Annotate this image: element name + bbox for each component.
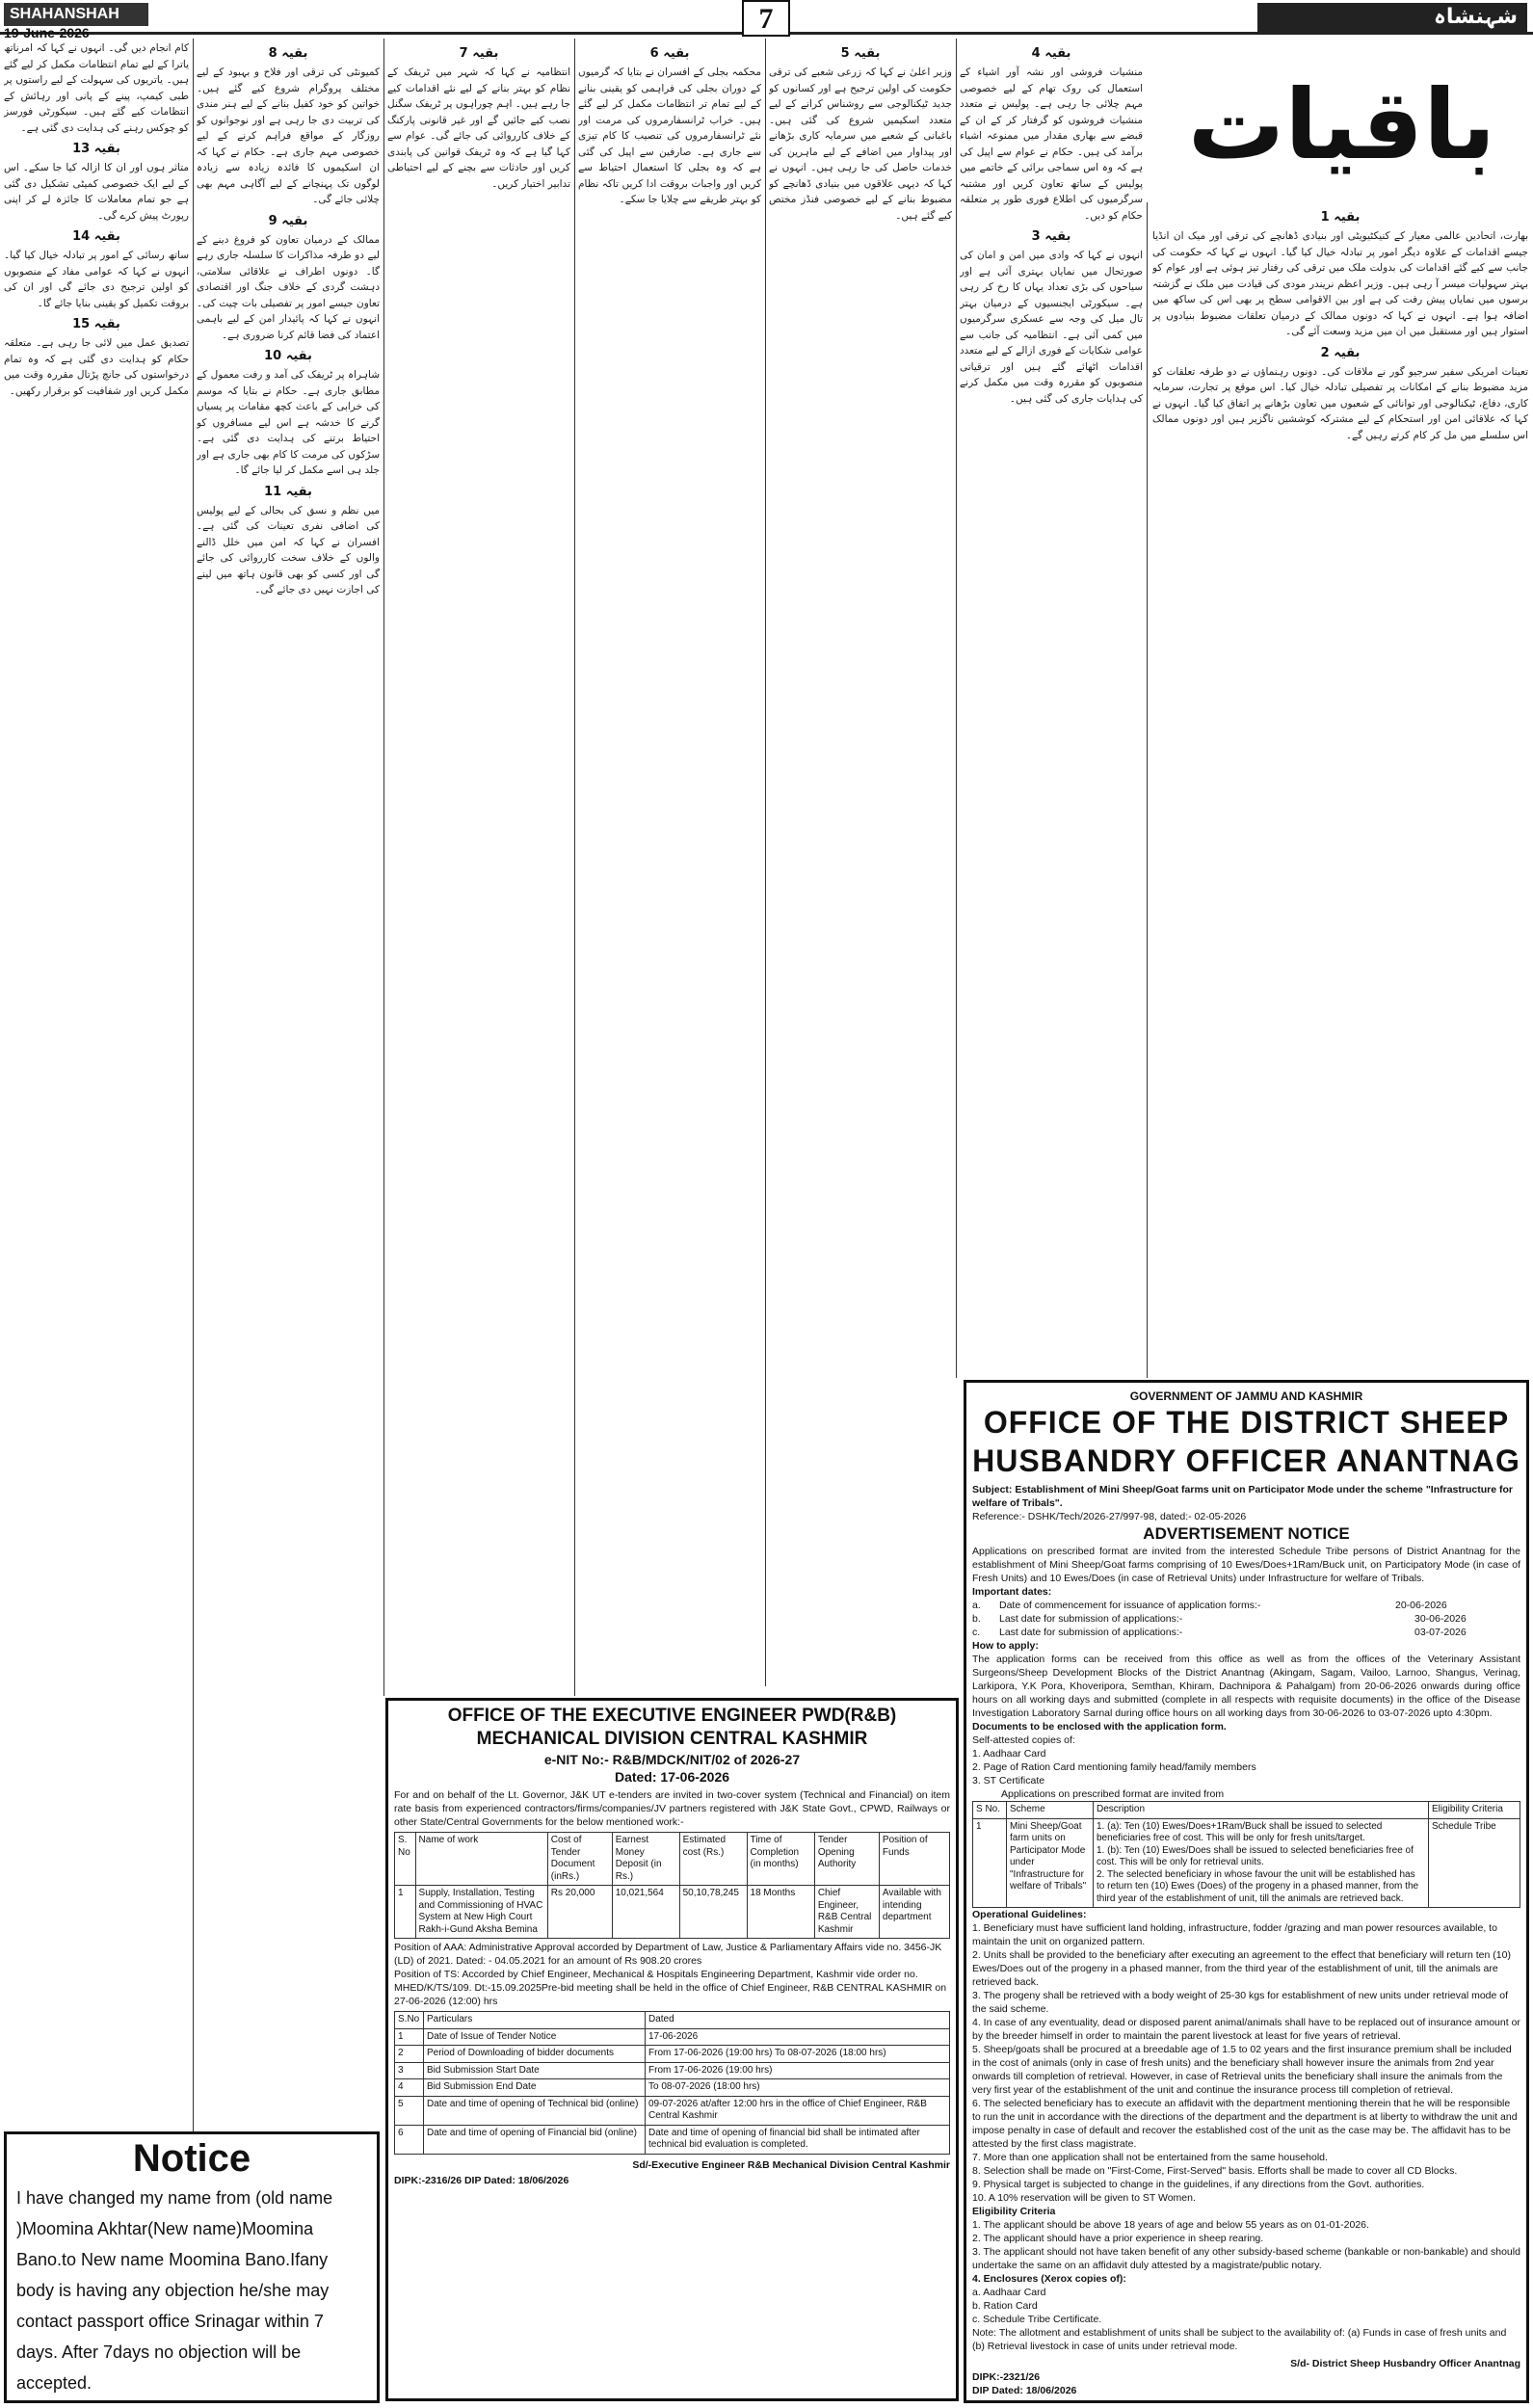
enclosure-item: b. Ration Card [972, 2300, 1038, 2312]
header-cell: Eligibility Criteria [1429, 1802, 1520, 1819]
eligibility-item: 2. The applicant should have a prior experience in sheep rearing. [972, 2233, 1264, 2244]
article-heading: بقیہ 3 [1031, 229, 1071, 244]
date-index: c. [972, 1627, 981, 1638]
table-cell: Bid Submission End Date [424, 2079, 646, 2097]
table-row [395, 2046, 950, 2063]
date-item [972, 1612, 1520, 1626]
article-text: کمیونٹی کی ترقی اور فلاح و بہبود کے لیے مختلف پروگرام شروع کیے گئے ہیں۔ خواتین کو خود کفیل بنانے کے لیے ہنر مندی کی تربیت دی جا رہی ہے اور نوجوانوں کو روزگار کے مواقع فراہم کرنے کے لیے خصوصی مہم جاری ہے۔ حکام نے کہا کہ ان اسکیموں کا فائدہ زیادہ سے زیادہ لوگوں تک پہنچانے کے لیے آگاہی مہم بھی چلائی جائے گی۔ [197, 66, 380, 205]
column-rule [193, 39, 194, 2293]
table-cell: Date and time of opening of financial bid shall be intimated after technical bid evaluation is completed. [646, 2125, 950, 2154]
adv-notice-title: ADVERTISEMENT NOTICE [1143, 1524, 1350, 1543]
article-text: محکمہ بجلی کے افسران نے بتایا کہ گرمیوں کے دوران بجلی کی فراہمی کو یقینی بنانے کے لیے تمام تر انتظامات مکمل کر لیے گئے ہیں۔ خراب ٹرانسفارمروں کی مرمت اور نئے ٹرانسفارمروں کی تنصیب کا کام تیزی سے جاری ہے۔ صارفین سے اپیل کی گئی ہے کہ وہ بجلی کا استعمال احتیاط سے کریں اور واجبات بروقت ادا کریں تاکہ نظام کو بہتر طریقے سے چلایا جا سکے۔ [578, 66, 761, 205]
date-index: b. [972, 1613, 981, 1625]
column-rule [383, 39, 384, 1696]
sheep-dipk: DIPK:-2321/26 [972, 2371, 1041, 2383]
section-title: باقیات [1187, 68, 1496, 181]
article-column-6 [960, 40, 1143, 1370]
table-row [395, 2062, 950, 2079]
date-label: Last date for submission of applications:- [999, 1613, 1183, 1625]
column-rule [1147, 202, 1148, 1378]
header-cell: Scheme [1007, 1802, 1094, 1819]
table-cell: 17-06-2026 [646, 2028, 950, 2046]
guideline-item: 8. Selection shall be made on "First-Come, First-Served" basis. Efforts shall be made to cover all CD Blocks. [972, 2165, 1458, 2177]
pwd-dipk: DIPK:-2316/26 DIP Dated: 18/06/2026 [394, 2174, 569, 2186]
table-cell: From 17-06-2026 (19:00 hrs) [646, 2062, 950, 2079]
article-heading: بقیہ 13 [72, 142, 120, 156]
article-heading: بقیہ 7 [459, 46, 499, 61]
ts-position: Position of TS: Accorded by Chief Engineer, Mechanical & Hospitals Engineering Department, Kashmir vide order no. MHED/K/TS/109. Dt:-15.09.2025Pre-bid meeting shall be held in the office of Chief Engineer, R&B CENTRAL KASHMIR on 27-06-2026 (12:00) hrs [394, 1969, 947, 2007]
guideline-item: 1. Beneficiary must have sufficient land holding, infrastructure, fodder /grazing and man power resources available, to maintain the unit on organized pattern. [972, 1922, 1497, 1947]
table-cell: From 17-06-2026 (19:00 hrs) To 08-07-2026 (18:00 hrs) [646, 2046, 950, 2063]
sheep-dip-date: DIP Dated: 18/06/2026 [972, 2385, 1077, 2396]
table-cell: 18 Months [747, 1886, 814, 1939]
article-text: انتظامیہ نے کہا کہ شہر میں ٹریفک کے نظام کو بہتر بنانے کے لیے نئے اقدامات کیے جا رہے ہیں۔ اہم چوراہوں پر ٹریفک سگنل نصب کیے جائیں گے اور غیر قانونی پارکنگ کے خلاف کارروائی کی جائے گی۔ عوام سے کہا گیا ہے کہ وہ ٹریفک قوانین کی پابندی کریں اور حادثات سے بچنے کے لیے احتیاطی تدابیر اختیار کریں۔ [387, 66, 570, 190]
article-heading: بقیہ 4 [1031, 46, 1071, 61]
header-cell: Position of Funds [879, 1833, 949, 1886]
article-column-4 [578, 40, 761, 1688]
table-cell: Available with intending department [879, 1886, 949, 1939]
article-column-7 [1152, 204, 1528, 1378]
sheep-title: OFFICE OF THE DISTRICT SHEEP [983, 1405, 1510, 1440]
article-heading: بقیہ 1 [1320, 210, 1361, 225]
doc-item: 1. Aadhaar Card [972, 1748, 1046, 1760]
table-row [395, 2125, 950, 2154]
table-cell: 10,021,564 [612, 1886, 679, 1939]
article-heading: بقیہ 14 [72, 229, 120, 244]
dates-table [394, 2011, 950, 2155]
table-cell: 4 [395, 2079, 424, 2097]
date-value: 20-06-2026 [1395, 1600, 1447, 1611]
table-cell: Rs 20,000 [547, 1886, 612, 1939]
how-to-apply-label: How to apply: [972, 1640, 1039, 1652]
article-text: ممالک کے درمیان تعاون کو فروغ دینے کے لیے دو طرفہ مذاکرات کا سلسلہ جاری رہے گا۔ دونوں اطراف نے علاقائی سلامتی، دہشت گردی کے خلاف جنگ اور اقتصادی تعاون جیسے امور پر تفصیلی بات چیت کی۔ انہوں نے کہا کہ پائیدار امن کے لیے باہمی اعتماد کی فضا قائم کرنا ضروری ہے۔ [197, 233, 380, 341]
article-text: انہوں نے کہا کہ وادی میں امن و امان کی صورتحال میں نمایاں بہتری آئی ہے اور سیاحوں کی بڑی تعداد یہاں کا رخ کر رہی ہے۔ سیکورٹی ایجنسیوں کے درمیان بہتر تال میل کی وجہ سے عسکری سرگرمیوں میں کمی آئی ہے۔ انتظامیہ کی جانب سے عوامی شکایات کے فوری ازالے کے لیے متعدد اقدامات اٹھائے گئے ہیں اور ترقیاتی منصوبوں کو مقررہ وقت میں مکمل کرنے کی ہدایات جاری کی گئی ہیں۔ [960, 250, 1143, 405]
article-heading: بقیہ 2 [1320, 345, 1361, 360]
table-cell: Supply, Installation, Testing and Commissioning of HVAC System at New High Court Rakh-i-Gund Aksha Bemina [415, 1886, 547, 1939]
article-text: وزیر اعلیٰ نے کہا کہ زرعی شعبے کی ترقی حکومت کی اولین ترجیح ہے اور کسانوں کو جدید ٹیکنالوجی سے روشناس کرانے کے لیے متعدد اسکیمیں شروع کی گئی ہیں۔ باغبانی کے شعبے میں سرمایہ کاری بڑھانے اور پیداوار میں اضافے کے لیے ماہرین کی خدمات حاصل کی جا رہی ہیں۔ انہوں نے کہا کہ دیہی علاقوں میں بنیادی ڈھانچے کو مضبوط بنانے کے لیے خصوصی فنڈز مختص کیے گئے ہیں۔ [769, 66, 952, 222]
enclosure-item: a. Aadhaar Card [972, 2287, 1046, 2298]
doc-item: 2. Page of Ration Card mentioning family head/family members [972, 1761, 1256, 1773]
article-text: ساتھ رسائی کے امور پر تبادلہ خیال کیا گیا۔ انہوں نے کہا کہ عوامی مفاد کے منصوبوں کو اولین ترجیح دی جائے گی اور ان کی بروقت تکمیل کو یقینی بنایا جائے گا۔ [4, 250, 189, 309]
header-cell: Earnest Money Deposit (in Rs.) [612, 1833, 679, 1886]
guideline-item: 3. The progeny shall be retrieved with a body weight of 25-30 kgs for establishment of new units under retrieval mode of the said scheme. [972, 1990, 1509, 2015]
how-to-apply: The application forms can be received from this office as well as from the offices of the Veterinary Assistant Surgeons/Sheep Development Blocks of the District Anantnag (Akingam, Sagam, Vailoo, Larnoo, Shangus, Verinag, Larkipora, Y.K Pora, Khoveripora, Semthan, Khiram, Dachnipora & Pahalgam) from 20-06-2026 onwards during office hours on all working days and submitted (complete in all respects with requisite documents) in the office of the Disease Investigation Laboratory Sarnal during office hours on all working days from 30-06-2026 to 03-07-2026 upto 4:30pm. [972, 1654, 1520, 1719]
important-dates-label: Important dates: [972, 1586, 1052, 1598]
article-column-2 [197, 40, 380, 1688]
table-cell: 50,10,78,245 [679, 1886, 747, 1939]
pwd-subtitle: MECHANICAL DIVISION CENTRAL KASHMIR [476, 1729, 868, 1749]
nit-number: e-NIT No:- R&B/MDCK/NIT/02 of 2026-27 [543, 1752, 801, 1767]
govt-label: GOVERNMENT OF JAMMU AND KASHMIR [1129, 1389, 1363, 1403]
docs-note: Applications on prescribed format are invited from [1001, 1788, 1225, 1800]
docs-label: Documents to be enclosed with the application form. [972, 1721, 1227, 1733]
table-cell: 1 [973, 1818, 1007, 1908]
guideline-item: 10. A 10% reservation will be given to ST Women. [972, 2192, 1196, 2204]
guideline-item: 2. Units shall be provided to the beneficiary after executing an agreement to the effect that beneficiary will return ten (10) Ewes/Does out of the progeny in a phased manner, from the third year of the establishment of unit, till the animals are retrieved back. [972, 1949, 1511, 1988]
article-column-1 [4, 40, 189, 2170]
date-label: Date of commencement for issuance of application forms:- [999, 1600, 1261, 1611]
table-header-row [395, 2012, 950, 2029]
table-cell: Date and time of opening of Financial bid (online) [424, 2125, 646, 2154]
notice-body: I have changed my name from (old name )Moomina Akhtar(New name)Moomina Bano.to New name Moomina Bano.Ifany body is having any objection he/she may contact passport office Srinagar within 7 days. After 7days no objection will be accepted. [16, 2188, 333, 2393]
article-heading: بقیہ 5 [840, 46, 881, 61]
column-rule [956, 39, 957, 1378]
guideline-item: 9. Physical target is subjected to change in the guidelines, if any directions from the Govt. authorities. [972, 2179, 1425, 2190]
sheep-reference: Reference:- DSHK/Tech/2026-27/997-98, dated:- 02-05-2026 [972, 1511, 1247, 1522]
name-change-notice [4, 2131, 380, 2403]
paper-name: SHAHANSHAH [4, 3, 148, 26]
table-header-row [973, 1802, 1520, 1819]
adv-intro: Applications on prescribed format are invited from the interested Schedule Tribe persons of District Anantnag for the establishment of Mini Sheep/Goat farms comprising of 10 Ewes/Does+1Ram/Buck unit, on Participatory Mode (in case of Fresh Units) and 10 Ewes/Does (in case of Retrieval Units) under Infrastructure for welfare of Tribals. [972, 1546, 1520, 1584]
sheep-note: Note: The allotment and establishment of units shall be subject to the availability of: (a) Funds in case of fresh units and (b) Retrieval livestock in case of units under retrieval mode. [972, 2327, 1507, 2352]
table-cell: Mini Sheep/Goat farm units on Participator Mode under "Infrastructure for welfare of Tribals" [1007, 1818, 1094, 1908]
table-cell: Period of Downloading of bidder documents [424, 2046, 646, 2063]
guideline-item: 4. In case of any eventuality, dead or disposed parent animal/animals shall have to be replaced out of insurance amount or by the breeder himself in order to maintain the parent livestock at least for five years of retrieval. [972, 2017, 1520, 2042]
header-cell: S. No [395, 1833, 416, 1886]
article-text: تعینات امریکی سفیر سرجیو گور نے ملاقات کی۔ دونوں رہنماؤں نے دو طرفہ تعلقات کو مزید مضبوط بنانے کے امکانات پر تفصیلی تبادلہ خیال کیا۔ اس موقع پر تجارت، سرمایہ کاری، دفاع، ٹیکنالوجی اور توانائی کے شعبوں میں تعاون بڑھانے پر اتفاق کیا گیا۔ انہوں نے کہا کہ علاقائی امن اور استحکام کے لیے مشترکہ کوششیں ناگزیر ہیں اور دونوں ممالک اس سلسلے میں مل کر کام کرتے رہیں گے۔ [1152, 365, 1528, 441]
header-cell: S No. [973, 1802, 1007, 1819]
article-heading: بقیہ 6 [649, 46, 690, 61]
scheme-table [972, 1801, 1520, 1908]
column-rule [574, 39, 575, 1696]
eligibility-item: 1. The applicant should be above 18 years of age and below 55 years as on 01-01-2026. [972, 2219, 1369, 2231]
article-heading: بقیہ 11 [264, 484, 312, 499]
works-table [394, 1832, 950, 1939]
header-cell: Name of work [415, 1833, 547, 1886]
table-row [973, 1818, 1520, 1908]
article-heading: بقیہ 8 [268, 46, 308, 61]
aaa-position: Position of AAA: Administrative Approval accorded by Department of Law, Justice & Parliamentary Affairs vide no. 3456-JK (LD) of 2021. Dated: - 04.05.2021 for an amount of Rs 908.20 crores [394, 1942, 942, 1967]
article-heading: بقیہ 15 [72, 317, 120, 331]
article-column-3 [387, 40, 570, 1688]
header-cell: Particulars [424, 2012, 646, 2029]
table-cell: 1. (a): Ten (10) Ewes/Does+1Ram/Buck shall be issued to selected beneficiaries free of cost. This will be only for fresh units/target. 1. (b): Ten (10) Ewes/Does shall be issued to selected beneficiaries free of cost. This will be only for retrieval units. 2. The selected beneficiary in whose favour the unit will be established has to return ten (10) Ewes (Does) of the progeny in a phased manner, from the third year of the establishment of unit, till the animals are retrieved back. [1094, 1818, 1429, 1908]
date-value: 30-06-2026 [1414, 1613, 1467, 1625]
table-row [395, 2079, 950, 2097]
issue-date: 19-June-2026 [4, 25, 90, 40]
sheep-subject: Subject: Establishment of Mini Sheep/Goat farms unit on Participator Mode under the scheme "Infrastructure for welfare of Tribals". [972, 1484, 1513, 1509]
docs-intro: Self-attested copies of: [972, 1734, 1075, 1746]
table-cell: Date and time of opening of Technical bid (online) [424, 2096, 646, 2125]
header-cell: Tender Opening Authority [814, 1833, 879, 1886]
pwd-title: OFFICE OF THE EXECUTIVE ENGINEER PWD(R&B) [447, 1706, 897, 1726]
urdu-masthead: شہنشاہ [1257, 3, 1527, 32]
table-header-row [395, 1833, 950, 1886]
guideline-item: 5. Sheep/goats shall be procured at a breedable age of 1.5 to 02 years and the first insurance premium shall be included in the cost of animals (only in case of fresh units) and the beneficiary shall however insure the animals from 2nd year onwards till completion of retrieval. However, in case of Retrieval units the beneficiary shall insure the animals from the very first year of the establishment of the unit and continue the insurance process till completion of retrieval. [972, 2044, 1512, 2096]
header-cell: Dated [646, 2012, 950, 2029]
column-rule [765, 39, 766, 1686]
date-item [972, 1626, 1520, 1639]
article-text: منشیات فروشی اور نشہ آور اشیاء کے استعمال کی روک تھام کے لیے خصوصی مہم چلائی جا رہی ہے۔ پولیس نے متعدد منشیات فروشوں کو گرفتار کر کے ان کے قبضے سے بھاری مقدار میں ممنوعہ اشیاء برآمد کی ہیں۔ حکام نے عوام سے اپیل کی ہے کہ وہ اس سماجی برائی کے خاتمے میں پولیس کے ساتھ تعاون کریں اور مشتبہ سرگرمیوں کی اطلاع فوری طور پر متعلقہ حکام کو دیں۔ [960, 66, 1143, 222]
table-cell: Bid Submission Start Date [424, 2062, 646, 2079]
table-cell: 09-07-2026 at/after 12:00 hrs in the office of Chief Engineer, R&B Central Kashmir [646, 2096, 950, 2125]
eligibility-label: Eligibility Criteria [972, 2206, 1056, 2217]
header-cell: Estimated cost (Rs.) [679, 1833, 747, 1886]
enclosures-label: 4. Enclosures (Xerox copies of): [972, 2273, 1126, 2285]
guideline-item: 7. More than one application shall not be entertained from the same household. [972, 2152, 1328, 2163]
table-cell: 1 [395, 2028, 424, 2046]
notice-title: Notice [132, 2137, 251, 2180]
article-text: میں نظم و نسق کی بحالی کے لیے پولیس کی اضافی نفری تعینات کی گئی ہے۔ افسران نے کہا کہ امن میں خلل ڈالنے والوں کے خلاف سخت کارروائی کی جائے گی اور کسی کو بھی قانون ہاتھ میں لینے کی اجازت نہیں دی جائے گی۔ [197, 504, 380, 595]
date-value: 03-07-2026 [1414, 1627, 1467, 1638]
table-cell: Date of Issue of Tender Notice [424, 2028, 646, 2046]
table-row [395, 1886, 950, 1939]
table-cell: 2 [395, 2046, 424, 2063]
doc-item: 3. ST Certificate [972, 1775, 1045, 1786]
guideline-item: 6. The selected beneficiary has to execute an affidavit with the department mentioning therein that he will be responsible to run the unit in accordance with the directions of the department and the department is at liberty to withdraw the unit and impose penalty in case of default and recover the established cost of the unit as the case may be. The affidavit has to be attested by the first class magistrate. [972, 2098, 1518, 2150]
table-cell: 1 [395, 1886, 416, 1939]
date-index: a. [972, 1600, 981, 1611]
eligibility-item: 3. The applicant should not have taken benefit of any other subsidy-based scheme (bankable or non-bankable) and should undertake the same on an affidavit duly attested by a magistrate/public notary. [972, 2246, 1520, 2271]
sheep-signature: S/d- District Sheep Husbandry Officer Anantnag [1290, 2358, 1520, 2369]
pwd-signature: Sd/-Executive Engineer R&B Mechanical Division Central Kashmir [632, 2158, 950, 2171]
header-cell: Cost of Tender Document (inRs.) [547, 1833, 612, 1886]
enclosure-item: c. Schedule Tribe Certificate. [972, 2314, 1102, 2325]
header-cell: Description [1094, 1802, 1429, 1819]
header-cell: S.No [395, 2012, 424, 2029]
article-text: شاہراہ پر ٹریفک کی آمد و رفت معمول کے مطابق جاری ہے۔ حکام نے بتایا کہ موسم کی خرابی کے باعث کچھ مقامات پر پسیاں گرنے کا خدشہ ہے اس لیے مسافروں کو احتیاط برتنے کی ہدایت دی گئی ہے۔ سڑکوں کی مرمت کا کام بھی جاری ہے اور جلد ہی اسے مکمل کر لیا جائے گا۔ [197, 369, 380, 476]
pwd-tender-ad [385, 1698, 959, 2401]
article-column-5 [769, 40, 952, 1370]
pwd-intro: For and on behalf of the Lt. Governor, J&K UT e-tenders are invited in two-cover system (Technical and Financial) on item rate basis from experienced contractors/firms/companies/JV partners registered with J&K State Govt., CPWD, Railways or other State/Central Governments for the below mentioned work:- [394, 1789, 950, 1828]
table-cell: 5 [395, 2096, 424, 2125]
article-text: بھارت، اتحادیں عالمی معیار کے کنیکٹیویٹی اور بنیادی ڈھانچے کی ترقی اور میک ان انڈیا جیسے اقدامات کے علاوہ دیگر امور پر تبادلہ خیال کیا گیا۔ انہوں نے کہا کہ حکومت کی جانب سے کیے گئے اقدامات کی بدولت ملک میں ترقی کی رفتار تیز ہوئی ہے اور عوام کو بہتر سہولیات میسر آ رہی ہیں۔ وزیر اعظم نریندر مودی کی قیادت میں ملک نے گزشتہ برسوں میں نمایاں پیش رفت کی ہے اور بین الاقوامی سطح پر بھی اس کی ساکھ میں اضافہ ہوا ہے۔ انہوں نے کہا کہ دونوں ممالک کے درمیان تعلقات مضبوط بنیادوں پر استوار ہیں اور مستقبل میں ان میں مزید وسعت آئے گی۔ [1152, 230, 1528, 337]
article-heading: بقیہ 10 [264, 349, 312, 363]
article-text: تصدیق عمل میں لائی جا رہی ہے۔ متعلقہ حکام کو ہدایت دی گئی ہے کہ وہ تمام درخواستوں کی جانچ پڑتال مقررہ وقت میں مکمل کریں اور شفافیت کو برقرار رکھیں۔ [4, 337, 189, 397]
date-label: Last date for submission of applications:- [999, 1627, 1183, 1638]
nit-date: Dated: 17-06-2026 [614, 1769, 730, 1785]
table-row [395, 2028, 950, 2046]
article-heading: بقیہ 9 [268, 213, 308, 228]
article-text: کام انجام دیں گی۔ انہوں نے کہا کہ امرناتھ یاترا کے لیے تمام انتظامات مکمل کر لیے گئے ہیں۔ یاتریوں کی سہولت کے لیے راستوں پر طبی کیمپ، پینے کے پانی اور رہائش کے انتظامات کیے گئے ہیں۔ سیکورٹی فورسز کو چوکس رہنے کی ہدایت دی گئی ہے۔ [4, 42, 189, 134]
table-row [395, 2096, 950, 2125]
table-cell: Schedule Tribe [1429, 1818, 1520, 1908]
table-cell: 3 [395, 2062, 424, 2079]
sheep-husbandry-ad [964, 1380, 1529, 2403]
table-cell: To 08-07-2026 (18:00 hrs) [646, 2079, 950, 2097]
header-cell: Time of Completion (in months) [747, 1833, 814, 1886]
table-cell: Chief Engineer, R&B Central Kashmir [814, 1886, 879, 1939]
sheep-subtitle: HUSBANDRY OFFICER ANANTNAG [972, 1443, 1520, 1478]
table-cell: 6 [395, 2125, 424, 2154]
page-number: 7 [742, 0, 790, 37]
article-text: متاثر ہوں اور ان کا ازالہ کیا جا سکے۔ اس کے لیے ایک خصوصی کمیٹی تشکیل دی گئی ہے جو تمام معاملات کا جائزہ لے کر اپنی رپورٹ پیش کرے گی۔ [4, 162, 189, 222]
guidelines-label: Operational Guidelines: [972, 1909, 1087, 1920]
date-item [972, 1599, 1520, 1612]
